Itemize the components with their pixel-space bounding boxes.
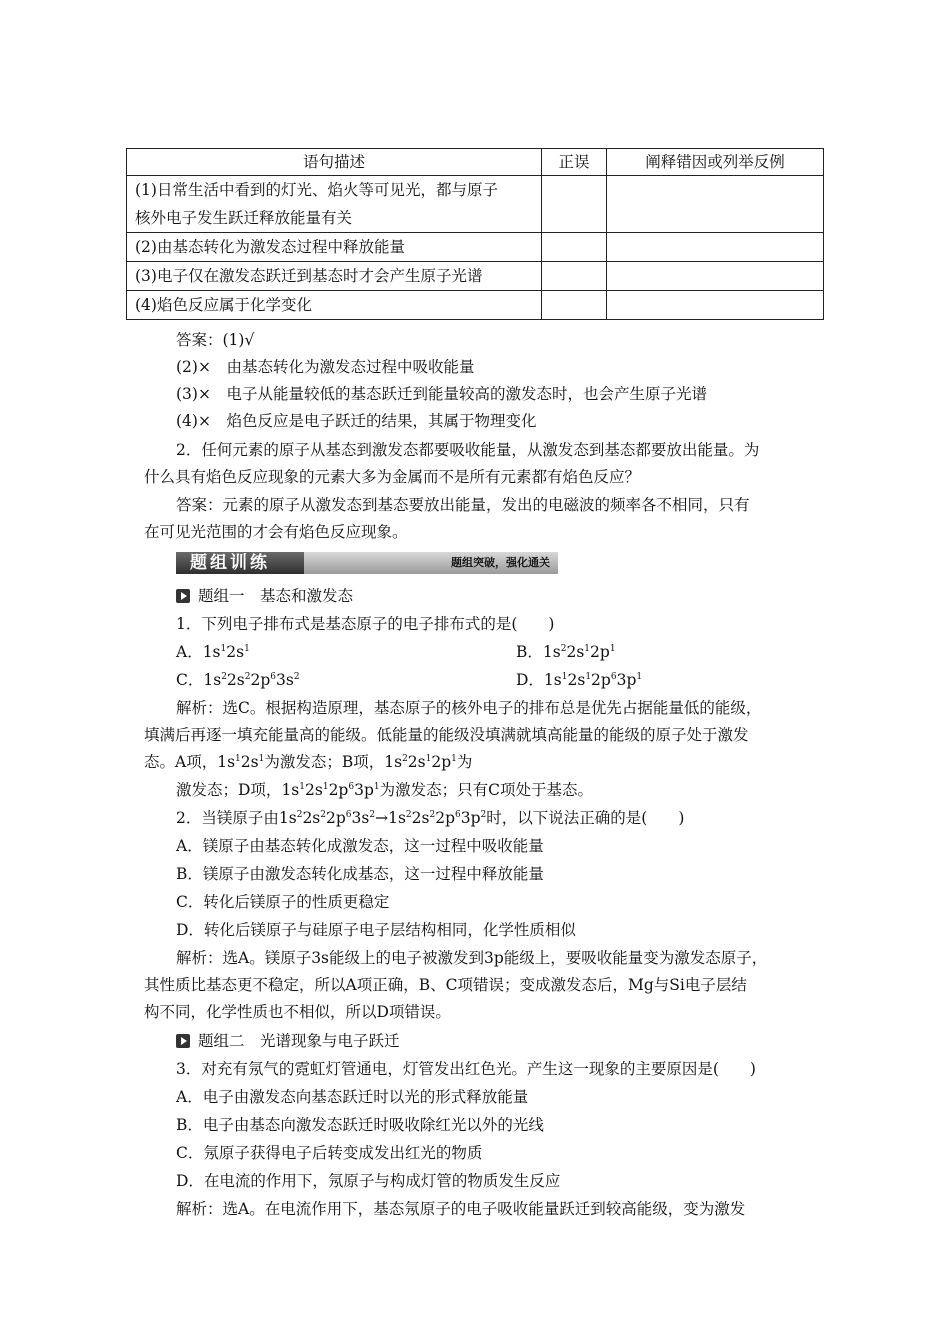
question-line: 什么具有焰色反应现象的元素大多为金属而不是所有元素都有焰色反应？ (144, 468, 641, 486)
group-heading (176, 1031, 400, 1051)
analysis-line: 构不同，化学性质也不相似，所以D项错误。 (144, 1003, 451, 1021)
question-stem: 2．当镁原子由$1s^22s^22p^63s^2\to 1s^22s^22p^63p^2$时，以下说法正确的是( ) (176, 809, 685, 827)
table-header: 阐释错因或列举反例 (607, 149, 824, 176)
analysis-line: 填满后再逐一填充能量高的能级。低能量的能级没填满就填高能量的能级的原子处于激发 (144, 726, 749, 744)
answer-line: (4)× 焰色反应是电子跃迁的结果，其属于物理变化 (176, 412, 537, 430)
statement-line: (1)日常生活中看到的灯光、焰火等可见光，都与原子 (135, 181, 498, 199)
option-a: A．$1s^12s^1$ (176, 643, 250, 661)
banner-subtitle: 题组突破，强化通关 (451, 556, 550, 569)
answer-line: (2)× 由基态转化为激发态过程中吸收能量 (176, 358, 475, 376)
option-c: C．转化后镁原子的性质更稳定 (176, 893, 390, 911)
play-icon (176, 1034, 190, 1048)
analysis-line: 解析：选A。在电流作用下，基态氖原子的电子吸收能量跃迁到较高能级，变为激发 (176, 1200, 746, 1218)
table-header-row (127, 149, 824, 176)
group-heading (176, 586, 353, 606)
question-line: 2．任何元素的原子从基态到激发态都要吸收能量，从激发态到基态都要放出能量。为 (176, 441, 760, 459)
table-row (127, 176, 824, 233)
option-c: C．氖原子获得电子后转变成发出红光的物质 (176, 1144, 483, 1162)
group-title: 题组一 基态和激发态 (198, 587, 354, 605)
question-stem: 1．下列电子排布式是基态原子的电子排布式的是( ) (176, 615, 555, 633)
statement-line: (4)焰色反应属于化学变化 (127, 291, 542, 320)
table-row (127, 233, 824, 262)
analysis-line: 态。A项，$1s^12s^1$为激发态；B项，$1s^22s^12p^1$为 (144, 753, 473, 771)
table-row (127, 262, 824, 291)
analysis-line: 解析：选C。根据构造原理，基态原子的核外电子的排布总是优先占据能量低的能级， (176, 699, 762, 717)
option-b: B．$1s^22s^12p^1$ (516, 643, 616, 661)
group-title: 题组二 光谱现象与电子跃迁 (198, 1032, 400, 1050)
table-row (127, 291, 824, 320)
table-cell-empty (607, 233, 824, 262)
analysis-line: 解析：选A。镁原子3s能级上的电子被激发到3p能级上，要吸收能量变为激发态原子， (176, 949, 768, 967)
banner-title: 题组训练 (190, 553, 270, 573)
answer-line: 在可见光范围的才会有焰色反应现象。 (144, 523, 408, 541)
option-d: D．$1s^12s^12p^63p^1$ (516, 671, 643, 689)
table-header: 语句描述 (127, 149, 542, 176)
statement-line: 核外电子发生跃迁释放能量有关 (135, 209, 353, 227)
option-a: A．镁原子由基态转化成激发态，这一过程中吸收能量 (176, 837, 544, 855)
option-c: C．$1s^22s^22p^63s^2$ (176, 671, 300, 689)
table-cell-empty (542, 262, 607, 291)
statement-line: (3)电子仅在激发态跃迁到基态时才会产生原子光谱 (127, 262, 542, 291)
banner-title-block (176, 552, 304, 574)
section-banner (176, 552, 558, 574)
table-cell-empty (607, 262, 824, 291)
analysis-line: 其性质比基态更不稳定，所以A项正确，B、C项错误；变成激发态后，Mg与Si电子层结 (144, 976, 747, 994)
play-icon (176, 589, 190, 603)
statement-line: (2)由基态转化为激发态过程中释放能量 (127, 233, 542, 262)
table-cell-empty (607, 291, 824, 320)
answer-line: (3)× 电子从能量较低的基态跃迁到能量较高的激发态时，也会产生原子光谱 (176, 385, 707, 403)
table-header: 正误 (542, 149, 607, 176)
analysis-line: 激发态；D项，$1s^12s^12p^63p^1$为激发态；只有C项处于基态。 (176, 781, 593, 799)
option-d: D．转化后镁原子与硅原子电子层结构相同，化学性质相似 (176, 921, 576, 939)
table-cell-empty (542, 291, 607, 320)
option-b: B．电子由基态向激发态跃迁时吸收除红光以外的光线 (176, 1116, 544, 1134)
judgement-table (126, 148, 824, 320)
option-d: D．在电流的作用下，氖原子与构成灯管的物质发生反应 (176, 1172, 561, 1190)
option-b: B．镁原子由激发态转化成基态，这一过程中释放能量 (176, 865, 544, 883)
table-cell (127, 176, 542, 233)
question-stem: 3．对充有氖气的霓虹灯管通电，灯管发出红色光。产生这一现象的主要原因是( ) (176, 1060, 756, 1078)
table-cell-empty (542, 233, 607, 262)
answer-line: 答案：元素的原子从激发态到基态要放出能量，发出的电磁波的频率各不相同，只有 (176, 496, 750, 514)
table-cell-empty (607, 176, 824, 233)
table-cell-empty (542, 176, 607, 233)
option-a: A．电子由激发态向基态跃迁时以光的形式释放能量 (176, 1088, 529, 1106)
answer-line: 答案：(1)√ (176, 331, 255, 349)
